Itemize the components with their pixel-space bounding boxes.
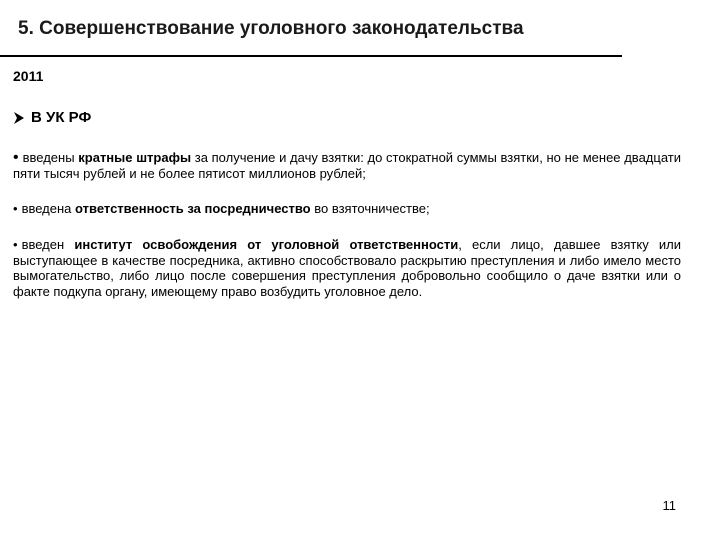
bullet-text-bold: кратные штрафы [78,150,192,165]
page-number: 11 [662,498,676,513]
section-heading-text: В УК РФ [31,109,92,126]
bullet-marker: • [13,201,18,216]
title-underline [0,55,622,57]
bullet-marker: • [13,149,19,166]
bullet-text-before: введен [21,237,75,252]
section-heading [13,109,91,126]
bullet-item-fines [13,150,681,181]
slide-title: 5. Совершенствование уголовного законодательства [18,18,524,39]
bullet-text-before: введена [21,201,76,216]
bullet-text-after: во взяточничестве; [310,201,430,216]
bullet-text-before: введены [22,150,79,165]
bullet-item-mediation [13,201,681,217]
bullet-text-bold: институт освобождения от уголовной ответственности [74,237,459,252]
year-label: 2011 [13,68,44,84]
bullet-item-exemption [13,237,681,300]
bullet-text-bold: ответственность за посредничество [75,201,311,216]
arrow-bullet-icon [13,111,25,125]
bullet-marker: • [13,237,18,252]
bullet-text-after: , если лицо, давшее взятку или выступающее в качестве посредника, активно способствовало раскрытию преступления и либо имело место вымогательство, либо лицо после совершения преступления добровольно сообщило о даче взятки или о факте подкупа органу, имеющему право возбудить уголовное дело. [13,237,681,300]
bullet-text-after: за получение и дачу взятки: до стократной суммы взятки, но не менее двадцати пяти тысяч рублей и не более пятисот миллионов рублей; [13,150,681,181]
